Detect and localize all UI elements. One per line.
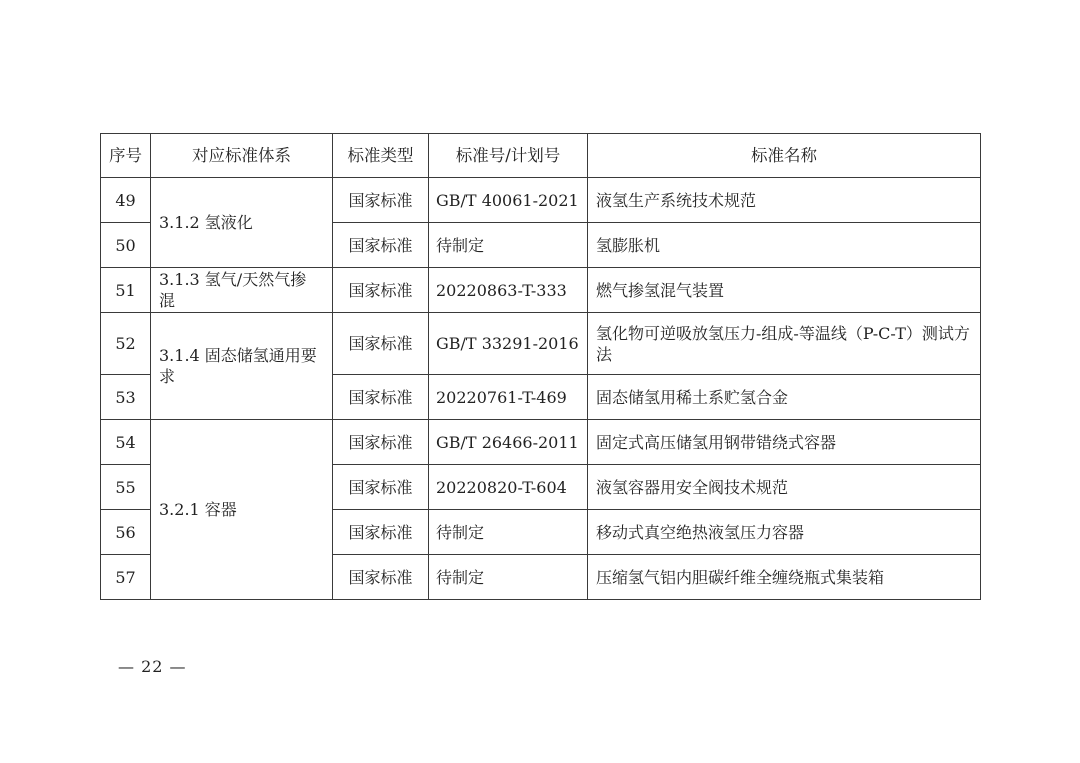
system-label: 3.1.4 固态储氢通用要求	[159, 346, 317, 386]
header-name: 标准名称	[588, 134, 981, 178]
table-row	[101, 178, 981, 223]
row-name: 压缩氢气铝内胆碳纤维全缠绕瓶式集装箱	[588, 555, 981, 600]
row-name: 氢膨胀机	[588, 223, 981, 268]
row-code: 待制定	[429, 555, 588, 600]
row-code: 待制定	[429, 223, 588, 268]
row-system	[151, 178, 333, 268]
row-type: 国家标准	[333, 268, 429, 313]
row-code: 20220820-T-604	[429, 465, 588, 510]
table-row	[101, 420, 981, 465]
system-label: 3.1.3 氢气/天然气掺混	[159, 270, 307, 310]
standards-table	[100, 133, 981, 600]
header-type: 标准类型	[333, 134, 429, 178]
row-name: 液氢生产系统技术规范	[588, 178, 981, 223]
row-code: 20220761-T-469	[429, 375, 588, 420]
table-header-row	[101, 134, 981, 178]
row-type: 国家标准	[333, 510, 429, 555]
row-type: 国家标准	[333, 420, 429, 465]
row-system	[151, 268, 333, 313]
row-type: 国家标准	[333, 465, 429, 510]
row-type: 国家标准	[333, 555, 429, 600]
row-index: 49	[101, 178, 151, 223]
row-type: 国家标准	[333, 223, 429, 268]
row-name: 氢化物可逆吸放氢压力-组成-等温线（P-C-T）测试方法	[588, 313, 981, 375]
row-index: 52	[101, 313, 151, 375]
row-code: 20220863-T-333	[429, 268, 588, 313]
row-code: GB/T 33291-2016	[429, 313, 588, 375]
header-index: 序号	[101, 134, 151, 178]
row-system	[151, 420, 333, 600]
system-label: 3.2.1 容器	[159, 500, 237, 519]
table-row	[101, 313, 981, 375]
row-name: 液氢容器用安全阀技术规范	[588, 465, 981, 510]
row-index: 53	[101, 375, 151, 420]
row-index: 51	[101, 268, 151, 313]
row-index: 57	[101, 555, 151, 600]
page-number: — 22 —	[118, 657, 187, 676]
row-system	[151, 313, 333, 420]
row-type: 国家标准	[333, 178, 429, 223]
row-type: 国家标准	[333, 375, 429, 420]
row-index: 50	[101, 223, 151, 268]
row-name: 移动式真空绝热液氢压力容器	[588, 510, 981, 555]
row-name: 固态储氢用稀土系贮氢合金	[588, 375, 981, 420]
row-code: GB/T 26466-2011	[429, 420, 588, 465]
row-code: GB/T 40061-2021	[429, 178, 588, 223]
row-index: 54	[101, 420, 151, 465]
row-code: 待制定	[429, 510, 588, 555]
row-name: 固定式高压储氢用钢带错绕式容器	[588, 420, 981, 465]
table-row	[101, 268, 981, 313]
row-index: 55	[101, 465, 151, 510]
system-label: 3.1.2 氢液化	[159, 213, 253, 232]
header-code: 标准号/计划号	[429, 134, 588, 178]
header-system: 对应标准体系	[151, 134, 333, 178]
row-index: 56	[101, 510, 151, 555]
row-type: 国家标准	[333, 313, 429, 375]
row-name: 燃气掺氢混气装置	[588, 268, 981, 313]
